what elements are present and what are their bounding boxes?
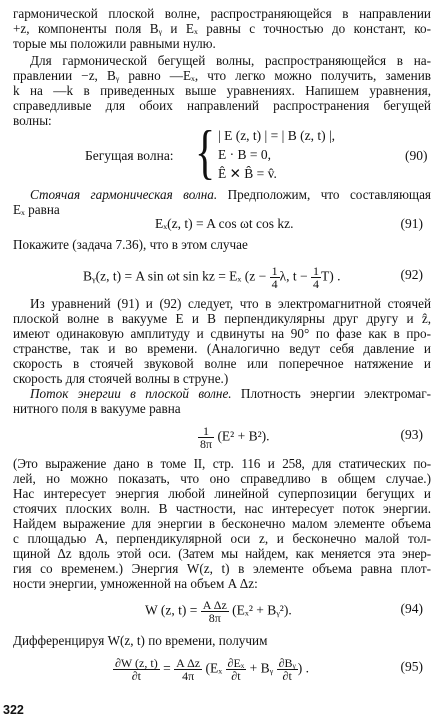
- page-number: 322: [3, 703, 24, 717]
- text-line: [30, 187, 431, 202]
- equation-93: [13, 422, 431, 451]
- text-line: Покажите (задача 7.36), что в этом случае: [13, 237, 248, 252]
- fraction: [113, 657, 160, 682]
- equation-91: [13, 214, 431, 234]
- fraction: [198, 425, 214, 450]
- fraction: [201, 599, 229, 624]
- fraction: [270, 265, 280, 290]
- equation-number: (92): [400, 267, 423, 282]
- numerator: A Δz: [176, 656, 201, 670]
- text-line: [30, 386, 431, 401]
- equation-part: (E² + B²).: [214, 428, 270, 444]
- denominator: 4π: [182, 669, 195, 683]
- text-line: с площадью A, перпендикулярной оси z, и бесконечно малой тол-: [13, 531, 431, 546]
- fraction: [226, 657, 247, 682]
- text-line: лей, но можно показать, что оно справедливо в общем случае.): [13, 471, 431, 486]
- equation-part: T) .: [321, 268, 341, 284]
- equation-number: (94): [400, 601, 423, 616]
- equation-number: (91): [400, 216, 423, 231]
- text-line: странстве, так и во времени. (Аналогично ведут себя давление и: [13, 341, 431, 356]
- equation-95: [13, 652, 431, 684]
- equation-number: (95): [400, 659, 423, 674]
- text-fragment: Плотность энергии электромаг-: [231, 386, 432, 401]
- text-line: Найдем выражение для энергии в бесконечно малом элементе объема: [13, 516, 431, 531]
- text-line: плоской волне в вакууме E и B перпендикулярны друг другу и ẑ,: [13, 311, 431, 326]
- text-line: Нас интересует энергия любой линейной суперпозиции бегущих и: [13, 486, 431, 501]
- denominator: ∂t: [131, 669, 141, 683]
- text-line: торые мы положили равными нулю.: [13, 36, 216, 51]
- text-line: (Это выражение дано в томе II, стр. 116 и 258, для статических по-: [13, 456, 431, 471]
- section-heading: Стоячая гармоническая волна.: [30, 187, 218, 202]
- numerator: 1: [198, 425, 214, 438]
- text-line: стоячих плоских волн. В частности, нас интересует поток энергии.: [13, 501, 431, 516]
- text-line: Eₓ равна: [13, 202, 60, 217]
- text-line: имеют одинаковую амплитуду и сдвинуты на 90° по фазе как в про-: [13, 326, 431, 341]
- text-line: щиной Δz вдоль этой оси. (Затем мы найдем, как меняется эта энер-: [13, 546, 431, 561]
- text-line: Дифференцируя W(z, t) по времени, получим: [13, 633, 268, 648]
- fraction: [311, 265, 321, 290]
- equation-part: W (z, t) =: [145, 602, 201, 618]
- numerator: 1: [271, 264, 278, 278]
- numerator: ∂W (z, t): [115, 656, 158, 670]
- text-line: гармонической плоской волне, распространяющейся в направлении: [13, 6, 431, 21]
- text-line: Для гармонической бегущей волны, распространяющейся в на-: [30, 53, 431, 68]
- text-line: волны:: [13, 113, 52, 128]
- equation-body: [198, 425, 270, 450]
- equation-92: [13, 262, 431, 291]
- equation-body: [145, 599, 292, 624]
- equation-body: Eₓ(z, t) = A cos ωt cos kz.: [155, 216, 294, 231]
- equation-part: (Eₓ² + Bᵧ²).: [228, 602, 292, 618]
- equation-part: =: [159, 660, 175, 676]
- text-fragment: Предположим, что составляющая: [217, 187, 431, 202]
- denominator: ∂t: [231, 669, 241, 683]
- system-row: E · B = 0,: [218, 147, 271, 162]
- system-row: Ê ✕ B̂ = v̂.: [218, 166, 277, 181]
- denominator: 8π: [208, 611, 221, 625]
- equation-number: (90): [405, 148, 428, 163]
- denominator: 4: [313, 277, 319, 291]
- equation-part: (Eₓ: [202, 660, 226, 676]
- equation-part: Bᵧ(z, t) = A sin ωt sin kz = Eₓ (z −: [83, 268, 270, 284]
- equation-number: (93): [400, 427, 423, 442]
- equation-part: ) .: [297, 660, 309, 676]
- denominator: 4: [271, 277, 278, 291]
- system-brace: {: [195, 119, 216, 185]
- numerator: A Δz: [202, 598, 227, 612]
- text-line: справедливые для обоих направлений распространения бегущей: [13, 98, 431, 113]
- text-line: правлении −z, Bᵧ равно —Eₓ, что легко можно получить, заменив: [13, 68, 431, 83]
- text-line: +z, компоненты поля Bᵧ и Eₓ равны с точностью до констант, ко-: [13, 21, 431, 36]
- text-line: скорость в стоячей звуковой волне или поперечное натяжение и: [13, 356, 431, 371]
- text-line: скорость для стоячей волны в струне.): [13, 371, 229, 386]
- fraction: [174, 657, 202, 682]
- system-label: Бегущая волна:: [85, 148, 174, 163]
- denominator: ∂t: [282, 669, 292, 683]
- numerator: ∂Bᵧ: [278, 656, 296, 670]
- text-line: нитного поля в вакууме равна: [13, 401, 181, 416]
- equation-body: [113, 657, 309, 682]
- fraction: [277, 657, 298, 682]
- system-row: | E (z, t) | = | B (z, t) |,: [218, 128, 336, 143]
- equation-94: [13, 596, 431, 625]
- text-line: гия со временем.) Энергия W(z, t) в элементе объема равна плот-: [13, 561, 431, 576]
- section-heading: Поток энергии в плоской волне.: [30, 386, 232, 401]
- text-line: k на —k в приведенных выше уравнениях. Напишем уравнения,: [13, 83, 431, 98]
- text-line: Из уравнений (91) и (92) следует, что в электромагнитной стоячей: [30, 296, 431, 311]
- equation-body: [83, 265, 341, 290]
- denominator: 8π: [200, 437, 213, 451]
- numerator: 1: [313, 264, 319, 278]
- equation-part: + Bᵧ: [246, 660, 277, 676]
- text-line: ности энергии, умноженной на объем A Δz:: [13, 576, 258, 591]
- numerator: ∂Eₓ: [227, 656, 245, 670]
- equation-part: λ, t −: [279, 268, 311, 284]
